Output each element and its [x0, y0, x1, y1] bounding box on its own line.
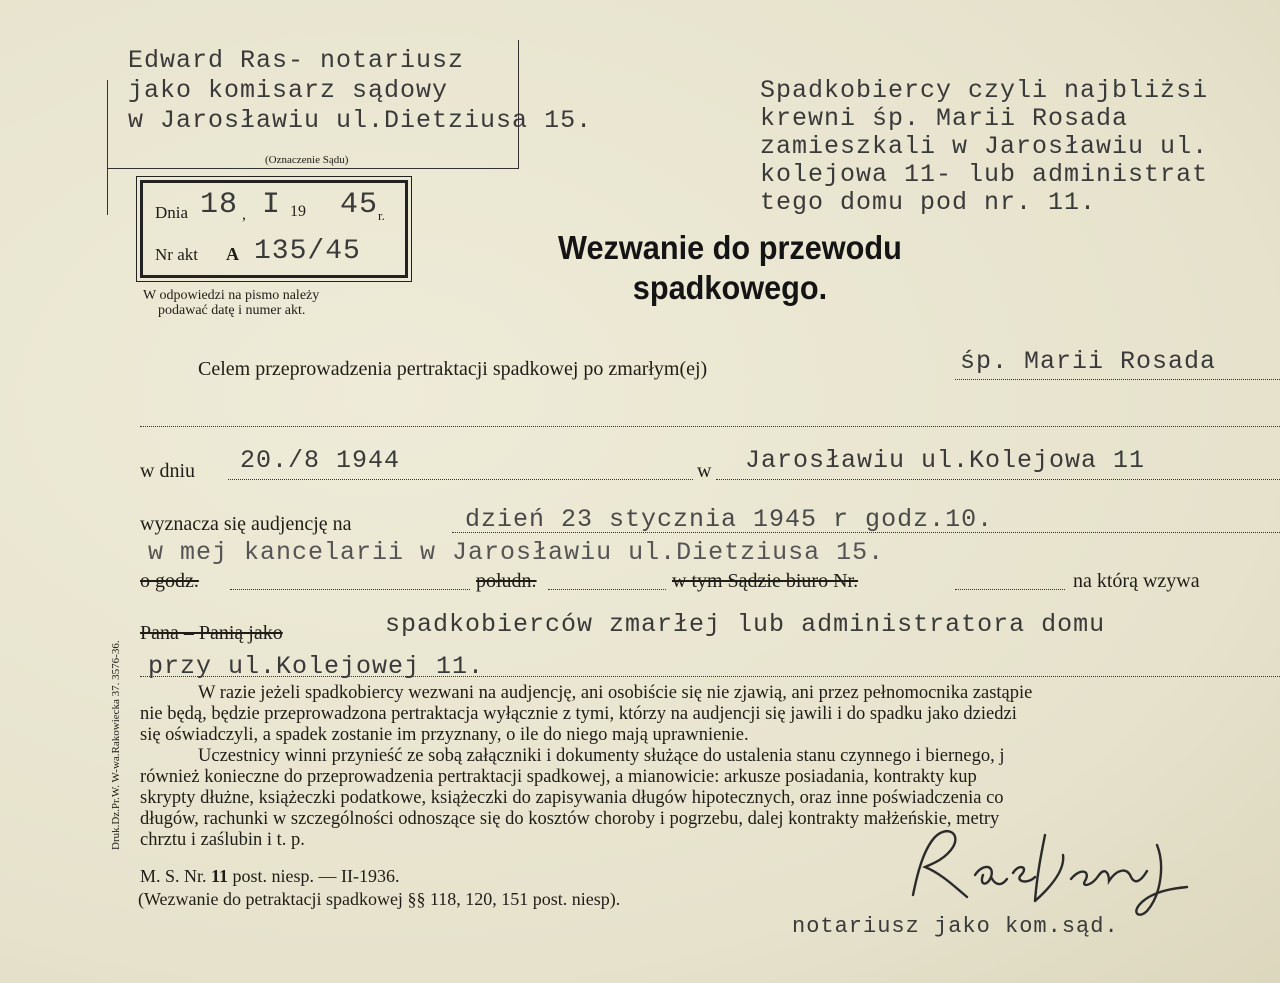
poludn-label: połudn. [476, 570, 537, 592]
court-name-line1: Edward Ras- notariusz [128, 46, 465, 75]
na-ktora-label: na którą wzywa [1073, 570, 1200, 592]
date-month: I [262, 188, 282, 222]
court-name-line2: jako komisarz sądowy [128, 76, 449, 105]
ms-number: 11 [211, 866, 229, 886]
document-title-line2: spadkowego. [632, 269, 828, 306]
blank-dotline [140, 425, 1280, 427]
signature-title: notariusz jako kom.sąd. [792, 914, 1119, 939]
deceased-name: śp. Marii Rosada [960, 347, 1217, 376]
para2-line3: skrypty dłużne, książeczki podatkowe, książeczki do zapisywania długów hipotecznych, oraz inne poświadczenia co [140, 788, 1004, 808]
nr-akt-value: 135/45 [254, 236, 361, 267]
hour-dotline [230, 588, 470, 590]
court-frame-left [107, 80, 108, 215]
reply-note-line1: W odpowiedzi na pismo należy [143, 288, 320, 303]
addressee-line1: Spadkobiercy czyli najbliżsi [760, 76, 1209, 105]
court-label: (Oznaczenie Sądu) [262, 154, 351, 166]
addressee-line2: krewni śp. Marii Rosada [760, 104, 1129, 133]
court-name-line3: w Jarosławiu ul.Dietziusa 15. [128, 106, 593, 135]
document-title-line1: Wezwanie do przewodu [558, 229, 902, 266]
w-dniu-label: w dniu [140, 460, 195, 482]
death-date: 20./8 1944 [240, 446, 401, 475]
dnia-label: Dnia [155, 203, 189, 222]
nr-akt-prefix: A [226, 244, 239, 264]
pana-pania-label: Pana – Panią jako [140, 622, 283, 644]
wyznacza-label: wyznacza się audjencję na [140, 513, 352, 535]
para2-line5: chrztu i zaślubin i t. p. [140, 830, 305, 850]
death-date-dotline [228, 478, 693, 480]
date-day: 18 [200, 188, 239, 222]
addressee-line3: zamieszkali w Jarosławiu ul. [760, 132, 1209, 161]
poludn-dotline [548, 588, 666, 590]
para1-line2: nie będą, będzie przeprowadzona pertraktacja wyłącznie z tymi, którzy na audjencji się jawili i do spadku jako dziedzi [140, 704, 1017, 724]
nr-akt-label: Nr akt [155, 245, 198, 264]
para2-line2: również konieczne do przeprowadzenia pertraktacji spadkowej, a mianowicie: arkusze posiadania, kontrakty kup [140, 767, 977, 787]
para2-line4: długów, rachunki w szczególności odnoszące się do kosztów choroby i pogrzebu, dalej kontrakty małżeńskie, metry [140, 809, 1000, 829]
para1-line1: W razie jeżeli spadkobiercy wezwani na audjencję, ani osobiście się nie zjawią, ani przez pełnomocnika zastąpie [198, 683, 1033, 703]
death-place: Jarosławiu ul.Kolejowa 11 [745, 446, 1146, 475]
court-frame-right [518, 40, 519, 169]
ms-suffix: post. niesp. — II-1936. [232, 866, 400, 886]
ms-prefix: M. S. Nr. [140, 866, 207, 886]
addressee-line5: tego domu pod nr. 11. [760, 188, 1097, 217]
place-dotline [716, 478, 1280, 480]
court-frame-bottom [107, 168, 519, 169]
summoned-persons-line2: przy ul.Kolejowej 11. [148, 652, 485, 681]
summoned-persons: spadkobierców zmarłej lub administratora domu [385, 610, 1106, 639]
legal-reference: (Wezwanie do petraktacji spadkowej §§ 118, 120, 151 post. niesp). [138, 889, 621, 909]
document-page: Edward Ras- notariusz jako komisarz sądowy w Jarosławiu ul.Dietziusa 15. (Oznaczenie Sądu) Spadkobiercy czyli najbliżsi krewni śp. Marii Rosada zamieszkali w Jarosławiu ul. kolejowa 11- lub administrat tego domu pod nr. 11. Dnia 18 , I 19 45 r. Nr akt A 135/45 W odpowiedzi na pismo należy podawać datę i numer akt. Wezwanie do przewodu spadkowego. Celem przeprowadzenia pertraktacji spadkowej po zmarłym(ej) śp. Marii Rosada w dniu 20./8 1944 w Jarosławiu ul.Kolejowa 11 wyznacza się audjencję na dzień 23 stycznia 1945 r godz.10. w mej kancelarii w Jarosławiu ul.Dietziusa 15. o godz. połudn. w tym Sądzie biuro Nr. na którą wzywa Pana – Panią jako spadkobierców zmarłej lub administratora domu przy ul.Kolejowej 11. W razie jeżeli spadkobiercy wezwani na audjencję, ani osobiście się nie zjawią, ani przez pełnomocnika zastąpie nie będą, będzie przeprowadzona pertraktacja wyłącznie z tymi, którzy na audjencji się jawili i do spadku jako dziedzi się oświadczyli, a spadek zostanie im przyznany, o ile do niego mają uprawnienie. Uczestnicy winni przynieść ze sobą załączniki i dokumenty służące do ustalenia stanu czynnego i biernego, j również konieczne do przeprowadzenia pertraktacji spadkowej, a mianowicie: arkusze posiadania, kontrakty kup skrypty dłużne, książeczki podatkowe, książeczki do zapisywania długów hipotecznych, oraz inne poświadczenia co długów, rachunki w szczególności odnoszące się do kosztów choroby i pogrzebu, dalej kontrakty małżeńskie, metry chrztu i zaślubin i t. p. Druk.Dz.Pr.W. W-wa.Rakowiecka 37. 3576-36. M. S. Nr. 11 post. niesp. — II-1936. (Wezwanie do petraktacji spadkowej §§ 118, 120, 151 post. niesp). notariusz jako kom.sąd. [0, 0, 1280, 983]
notary-signature [895, 815, 1205, 925]
o-godz-label: o godz. [140, 570, 199, 592]
printer-imprint: Druk.Dz.Pr.W. W-wa.Rakowiecka 37. 3576-36. [110, 640, 122, 850]
court-office-label: w tym Sądzie biuro Nr. [672, 570, 859, 592]
date-year: 45 [340, 188, 379, 222]
audience-date: dzień 23 stycznia 1945 r godz.10. [465, 505, 994, 534]
celem-label: Celem przeprowadzenia pertraktacji spadkowej po zmarłym(ej) [198, 358, 708, 380]
para1-line3: się oświadczyli, a spadek zostanie im przyznany, o ile do niego mają uprawnienie. [140, 725, 749, 745]
deceased-dotline [955, 378, 1280, 380]
year-suffix: r. [378, 208, 385, 223]
w-label: w [697, 460, 712, 482]
ms-reference [140, 866, 400, 887]
para2-line1: Uczestnicy winni przynieść ze sobą załączniki i dokumenty służące do ustalenia stanu czynnego i biernego, j [198, 746, 1005, 766]
addressee-line4: kolejowa 11- lub administrat [760, 160, 1209, 189]
office-nr-dotline [955, 588, 1065, 590]
reply-note-line2: podawać datę i numer akt. [158, 303, 306, 318]
year-prefix: 19 [290, 203, 306, 220]
audience-office: w mej kancelarii w Jarosławiu ul.Dietziusa 15. [148, 538, 885, 567]
